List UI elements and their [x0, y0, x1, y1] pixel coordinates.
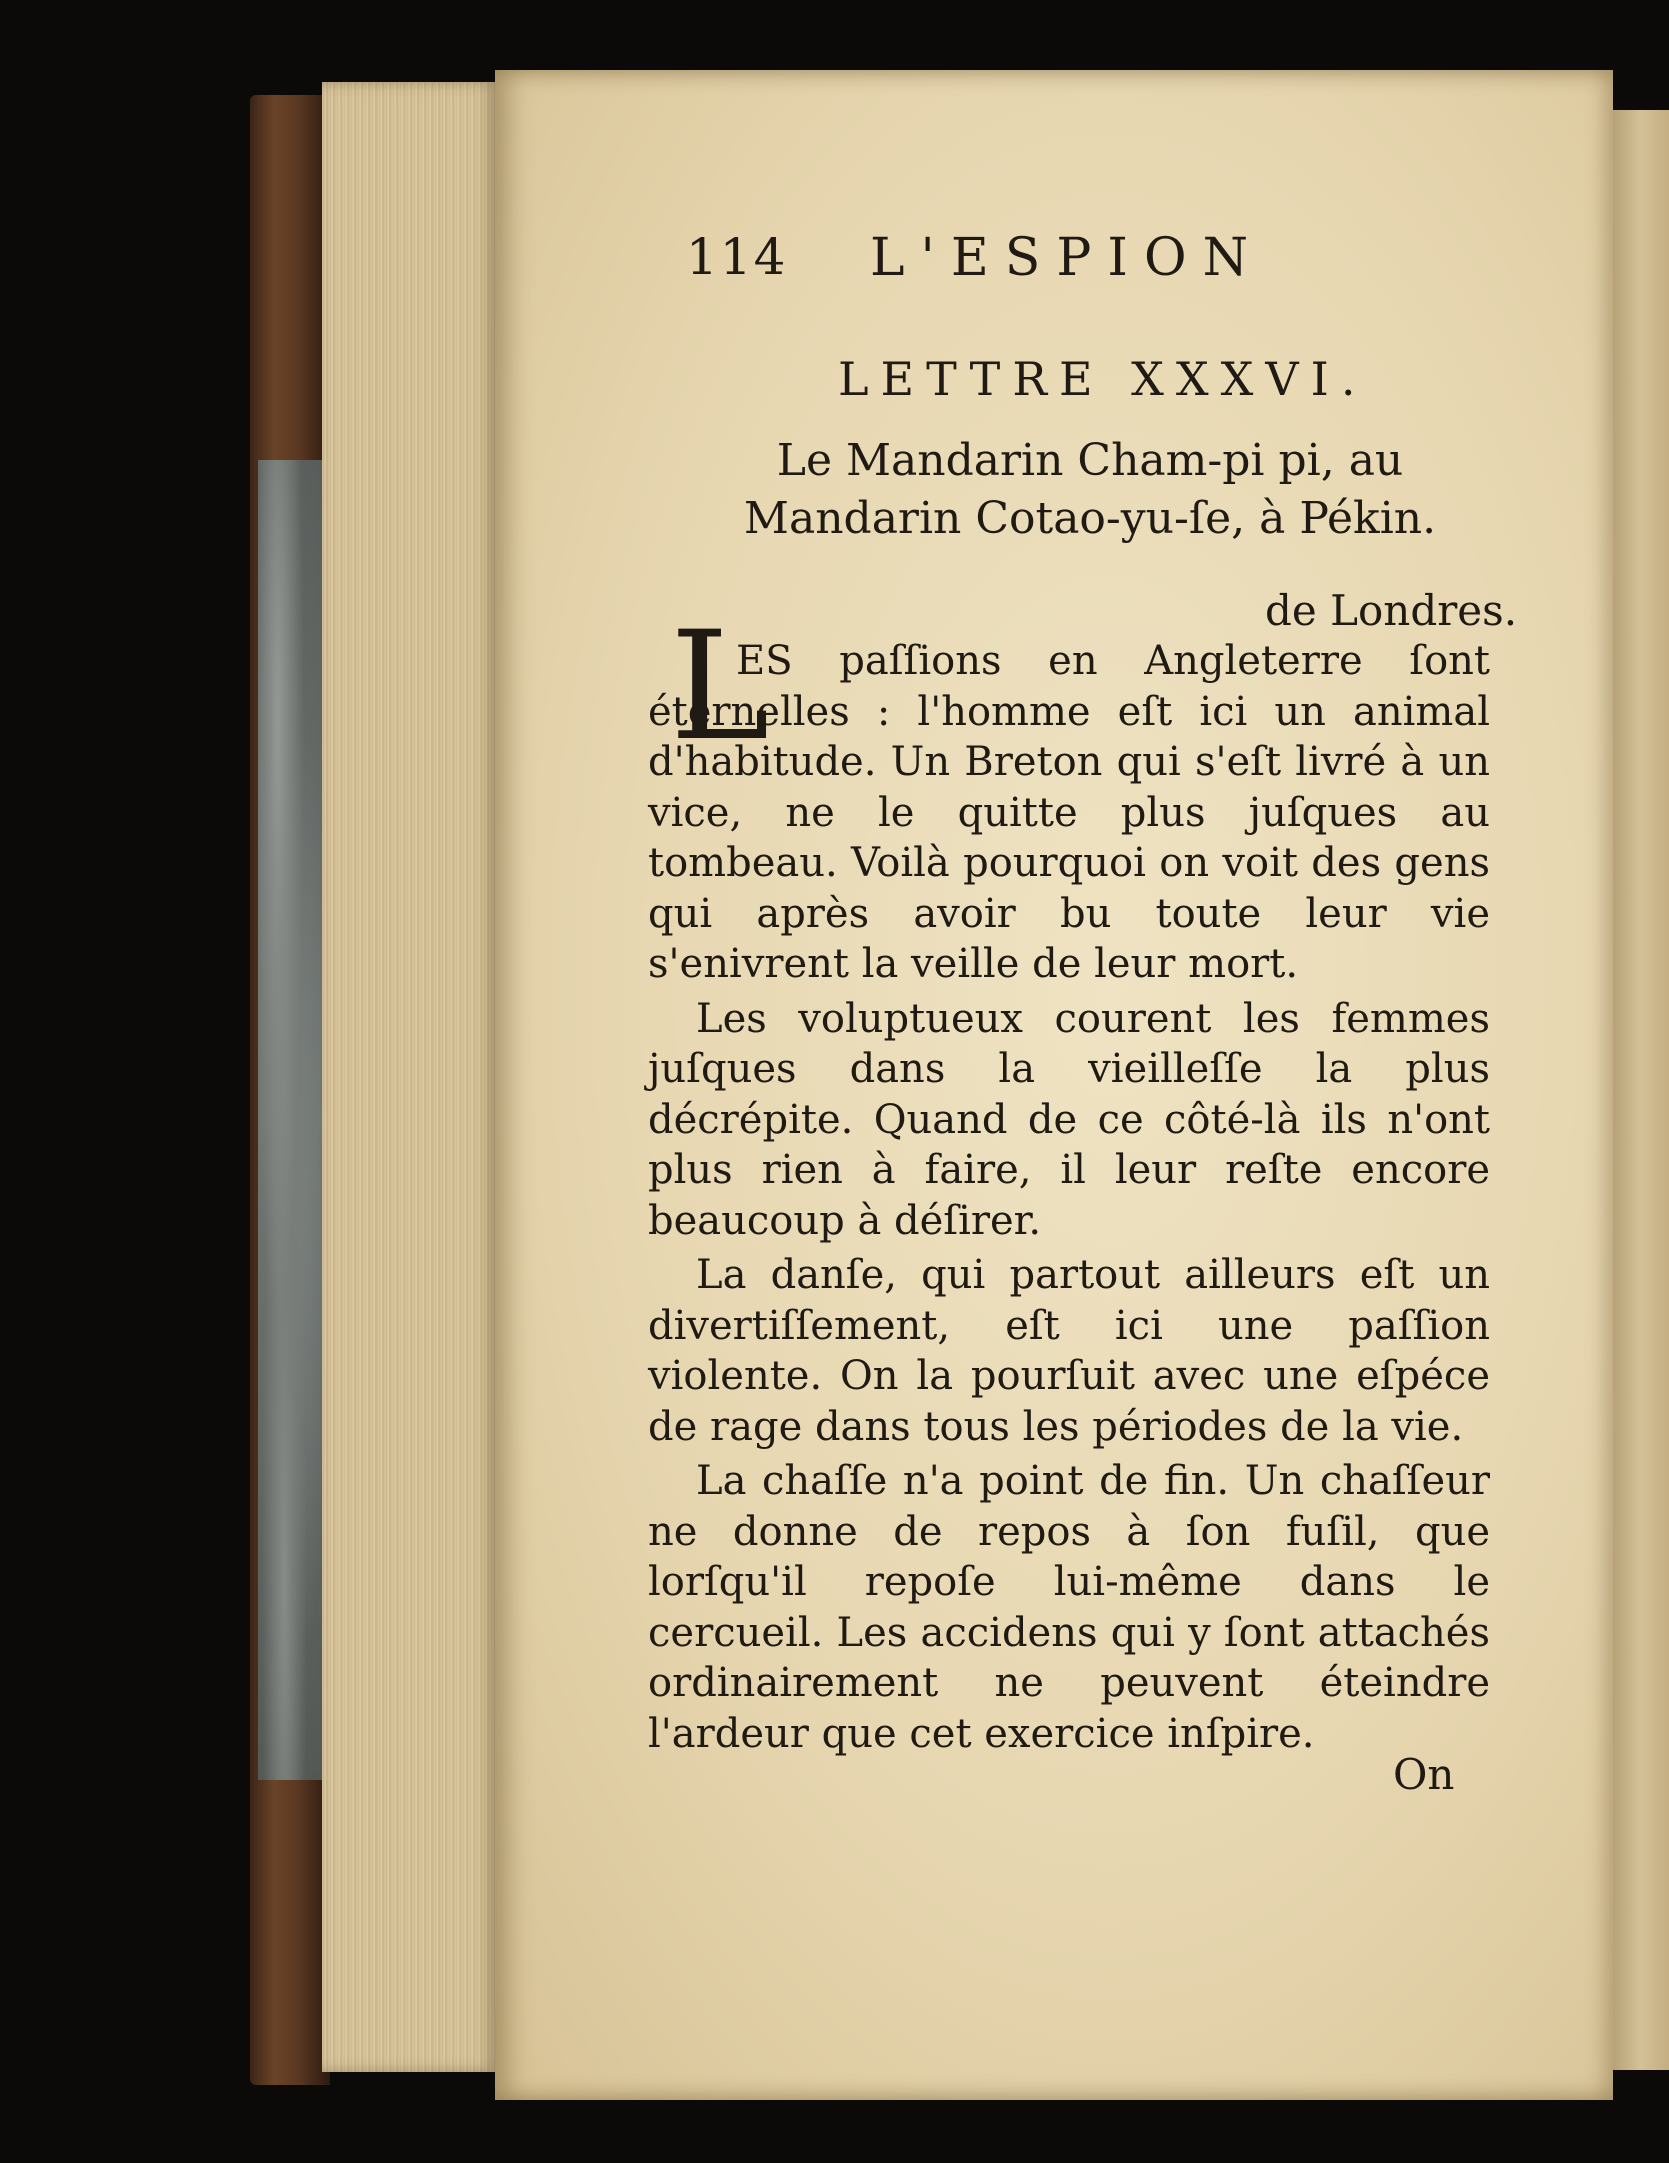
paragraph-2: Les voluptueux courent les femmes juſques dans la vieilleſſe la plus décrépite. Quand de ce côté-là ils n'ont plus rien à faire, il leur reſte encore beaucoup à déſirer. — [648, 995, 1490, 1244]
paragraph-1-text: ES paſſions en Angleterre ſont éternelles : l'homme eſt ici un animal d'habitude. Un Breton qui s'eſt livré à un vice, ne le quitte plus juſques au tombeau. Voilà pourquoi on voit des gens qui après avoir bu toute leur vie s'enivrent la veille de leur mort. — [648, 638, 1490, 987]
running-head: L'ESPION — [870, 228, 1265, 288]
paragraph-3: La danſe, qui partout ailleurs eſt un divertiſſement, eſt ici une paſſion violente. On la pourſuit avec une eſpéce de rage dans tous les périodes de la vie. — [648, 1252, 1490, 1450]
drop-cap: L — [670, 600, 770, 774]
letter-title: LETTRE XXXVI. — [838, 352, 1368, 406]
letter-salutation: Le Mandarin Cham-pi pi, au Mandarin Cotao-yu-ſe, à Pékin. — [743, 435, 1437, 544]
paragraph-4: La chaſſe n'a point de fin. Un chaſſeur ne donne de repos à ſon fuſil, que lorſqu'il repoſe lui-même dans le cercueil. Les accidens qui y ſont attachés ordinairement ne peuvent éteindre l'ardeur que cet exercice inſpire. — [648, 1458, 1490, 1757]
facing-page-edge — [1613, 110, 1669, 2070]
page-edges — [322, 82, 497, 2072]
letter-body — [648, 636, 1490, 1763]
letter-place: de Londres. — [1265, 586, 1518, 635]
page-number: 114 — [686, 228, 788, 286]
marbled-cover — [258, 460, 324, 1780]
paragraph-1 — [648, 636, 1490, 990]
catchword: On — [1393, 1750, 1455, 1799]
